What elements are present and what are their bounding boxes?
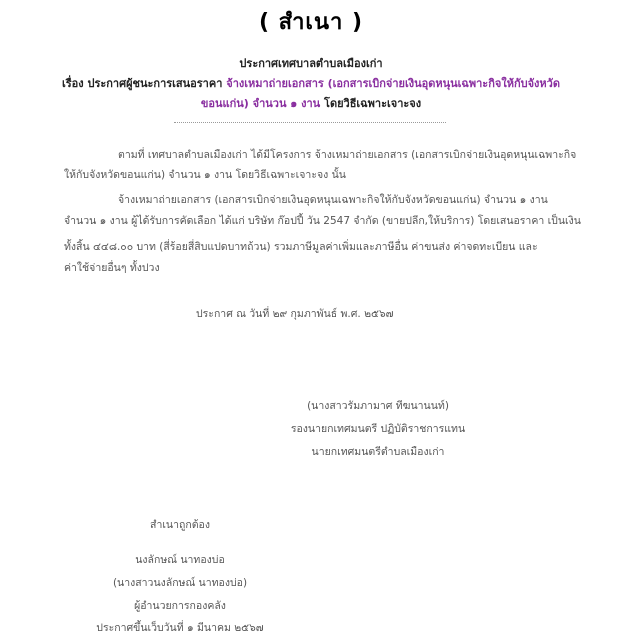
- announcement-org: [0, 54, 622, 72]
- subject-accent: จ้างเหมาถ่ายเอกสาร (เอกสารเบิกจ่ายเงินอุดหนุนเฉพาะกิจให้กับจังหวัด: [226, 77, 560, 90]
- copy-title: ( สำเนา ): [258, 10, 364, 35]
- org-name: ประกาศเทศบาลตำบลเมืองเก่า: [239, 57, 383, 70]
- certified-signer-full: (นางสาวนงลักษณ์ นาทองบ่อ): [112, 577, 248, 589]
- announce-date: ประกาศ ณ วันที่ ๒๙ กุมภาพันธ์ พ.ศ. ๒๕๖๗: [196, 308, 394, 320]
- subject-line2-tail: โดยวิธีเฉพาะเจาะจง: [324, 97, 422, 110]
- posted-date: ประกาศขึ้นเว็บวันที่ ๑ มีนาคม ๒๕๖๗: [96, 622, 264, 634]
- certified-label: สำเนาถูกต้อง: [150, 519, 210, 531]
- paragraph2-line1: จ้างเหมาถ่ายเอกสาร (เอกสารเบิกจ่ายเงินอุดหนุนเฉพาะกิจให้กับจังหวัดขอนแก่น) จำนวน ๑ งาน: [118, 194, 548, 206]
- paragraph2-line3: ทั้งสิ้น ๔๔๘.๐๐ บาท (สี่ร้อยสี่สิบแปดบาทถ้วน) รวมภาษีมูลค่าเพิ่มและภาษีอื่น ค่าขนส่ง ค่าจดทะเบียน และ: [64, 241, 538, 253]
- certified-signer-position: ผู้อำนวยการกองคลัง: [134, 600, 226, 612]
- paragraph1-line2: ให้กับจังหวัดขอนแก่น) จำนวน ๑ งาน โดยวิธีเฉพาะเจาะจง นั้น: [64, 169, 346, 181]
- announcement-subject-line2: [0, 94, 622, 112]
- header-divider: [174, 122, 446, 123]
- signer-name: (นางสาวรัมภามาศ ทีฆนานนท์): [307, 400, 449, 412]
- paragraph2-line4: ค่าใช้จ่ายอื่นๆ ทั้งปวง: [64, 262, 160, 274]
- signer-position2: นายกเทศมนตรีตำบลเมืองเก่า: [311, 446, 445, 458]
- paragraph1-line1: ตามที่ เทศบาลตำบลเมืองเก่า ได้มีโครงการ จ้างเหมาถ่ายเอกสาร (เอกสารเบิกจ่ายเงินอุดหนุนเฉพาะกิจ: [118, 149, 577, 161]
- paragraph2-line2: จำนวน ๑ งาน ผู้ได้รับการคัดเลือก ได้แก่ บริษัท ก๊อปปี้ วัน 2547 จำกัด (ขายปลีก,ให้บริการ) โดยเสนอราคา เป็นเงิน: [64, 215, 581, 227]
- certified-signer: นงลักษณ์ นาทองบ่อ: [135, 554, 225, 566]
- signer-position1: รองนายกเทศมนตรี ปฏิบัติราชการแทน: [290, 423, 466, 435]
- subject-line2-accent: ขอนแก่น) จำนวน ๑ งาน: [200, 97, 321, 110]
- announcement-subject-line1: [0, 74, 622, 92]
- subject-label: เรื่อง ประกาศผู้ชนะการเสนอราคา: [62, 77, 223, 90]
